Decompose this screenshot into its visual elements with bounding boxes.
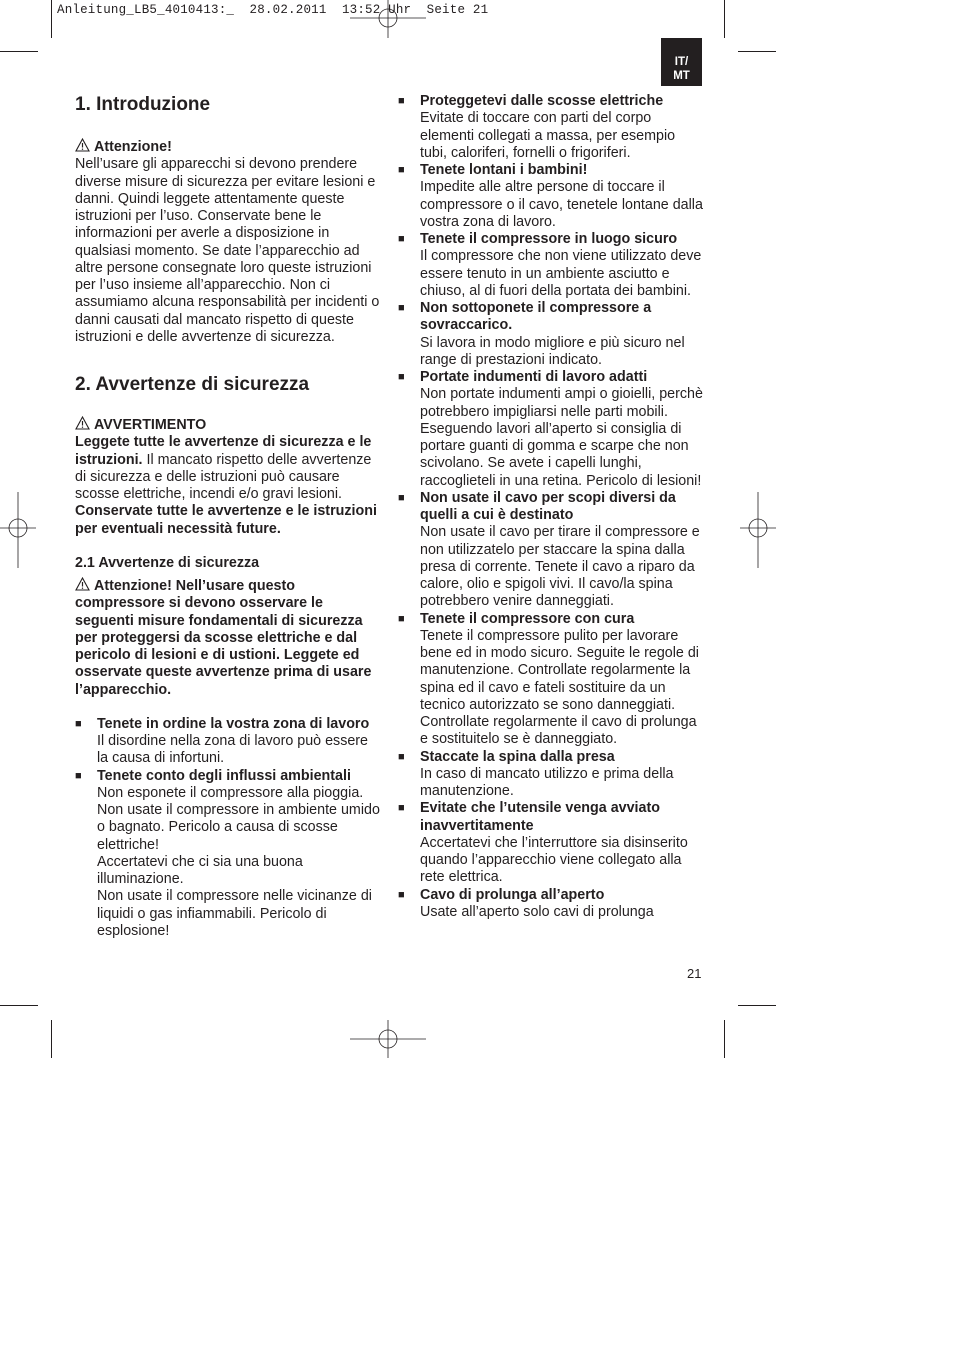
item-text: Evitate di toccare con parti del corpo elementi collegati a massa, per esempio tubi, caloriferi, fornelli o frigoriferi.: [420, 110, 676, 161]
safety-heading: 2. Avvertenze di sicurezza: [75, 374, 310, 395]
print-header: Anleitung_LB5_4010413:_ 28.02.2011 13:52 Uhr Seite 21: [57, 3, 489, 17]
item-text: Accertatevi che ci sia una buona illuminazione.: [97, 853, 303, 887]
registration-mark-top: [348, 0, 428, 40]
bullet-square-icon: ■: [398, 95, 405, 107]
bullet-square-icon: ■: [398, 888, 405, 901]
list-item: [398, 231, 706, 300]
registration-mark-right: [738, 490, 778, 570]
crop-mark: [0, 1005, 38, 1006]
crop-mark: [0, 51, 38, 52]
item-text: Impedite alle altre persone di toccare il compressore o il cavo, tenetele lontane dalla vostra zona di lavoro.: [420, 179, 703, 230]
safety-warning-text: Attenzione! Nell’usare questo compressore si devono osservare le seguenti misure fondamentali di sicurezza per proteggersi da scosse elettriche e dal pericolo di lesioni e di ustioni. Leggete ed osservate queste avvertenze prima di usare l’apparecchio.: [75, 578, 372, 698]
bullet-square-icon: ■: [398, 750, 405, 763]
item-title: Non sottoponete il compressore a sovraccarico.: [420, 300, 652, 334]
item-title: Staccate la spina dalla presa: [420, 748, 615, 765]
safety-intro-text: [75, 434, 381, 503]
page-number: 21: [687, 966, 702, 981]
crop-mark: [738, 1005, 776, 1006]
language-tab-line1: IT/: [674, 56, 689, 68]
crop-mark: [51, 1020, 52, 1058]
item-text: Non usate il compressore nelle vicinanze di liquidi o gas infiammabili. Pericolo di esplosione!: [97, 888, 372, 939]
crop-mark: [724, 1020, 725, 1058]
safety-subheading: 2.1 Avvertenze di sicurezza: [75, 554, 260, 571]
item-title: Tenete conto degli influssi ambientali: [97, 767, 351, 784]
list-item: [398, 490, 706, 611]
bullet-square-icon: ■: [398, 371, 405, 383]
crop-mark: [738, 51, 776, 52]
item-title: Tenete in ordine la vostra zona di lavoro: [97, 715, 370, 732]
list-item: [398, 300, 706, 369]
safety-warning-block: [75, 577, 381, 699]
list-item: [398, 162, 706, 231]
list-item: [398, 887, 706, 922]
item-title: Proteggetevi dalle scosse elettriche: [420, 93, 664, 109]
safety-bold-text: Leggete tutte le avvertenze di sicurezza e le istruzioni.: [75, 434, 372, 468]
intro-heading: 1. Introduzione: [75, 94, 211, 115]
language-tab-line2: MT: [673, 70, 690, 82]
item-text: Tenete il compressore pulito per lavorare bene ed in modo sicuro. Seguite le regole di manutenzione. Controllate regolarmente la spina ed il cavo e fateli sostituire da un tecnico autorizzato se sono danneggiati. Controllate regolarmente il cavo di prolunga e sostituitelo se è danneggiato.: [420, 627, 699, 748]
item-text: Il compressore che non viene utilizzato deve essere tenuto in un ambiente asciutto e chiuso, al di fuori della portata dei bambini.: [420, 248, 702, 299]
bullet-square-icon: ■: [398, 612, 405, 625]
safety-normal-text: Il mancato rispetto delle avvertenze di sicurezza e delle istruzioni può causare scosse elettriche, incendi e/o gravi lesioni.: [75, 451, 372, 502]
language-tab: [661, 38, 702, 86]
intro-warning-label: Attenzione!: [94, 139, 172, 155]
bullet-square-icon: ■: [75, 769, 82, 782]
item-text: Non usate il cavo per tirare il compressore e non utilizzatelo per staccare la spina dalla presa di corrente. Tenete il cavo a riparo da calore, olio e spigoli vivi. Il cavo/la spina potrebbero venire danneggiati.: [420, 524, 700, 610]
bullet-square-icon: ■: [398, 233, 405, 245]
crop-mark: [51, 0, 52, 38]
bullet-square-icon: ■: [398, 164, 405, 176]
safety-warning-label: AVVERTIMENTO: [94, 417, 207, 433]
warning-triangle-icon: [75, 577, 90, 591]
item-text: Non portate indumenti ampi o gioielli, perchè potrebbero impigliarsi nelle parti mobili. Eseguendo lavori all’aperto si consiglia di portare guanti di gomma e scarpe che non scivolano. Se avete i capelli lunghi, raccoglieteli in una retina. Pericolo di lesioni!: [420, 386, 703, 489]
item-text: In caso di mancato utilizzo e prima della manutenzione.: [420, 765, 674, 799]
right-column: [398, 93, 706, 921]
item-text: Il disordine nella zona di lavoro può essere la causa di infortuni.: [97, 733, 369, 767]
bullet-square-icon: ■: [398, 302, 405, 314]
item-text: Usate all’aperto solo cavi di prolunga: [420, 903, 654, 920]
list-item: [398, 800, 706, 886]
list-item: [398, 93, 706, 162]
left-column: [75, 93, 381, 940]
item-title: Evitate che l’utensile venga avviato inavvertitamente: [420, 800, 660, 834]
warning-triangle-icon: [75, 138, 90, 152]
list-item: [398, 369, 706, 490]
item-title: Tenete il compressore in luogo sicuro: [420, 231, 678, 247]
warning-triangle-icon: [75, 416, 90, 430]
bullet-square-icon: ■: [398, 802, 405, 815]
bullet-square-icon: ■: [398, 491, 405, 504]
item-title: Cavo di prolunga all’aperto: [420, 886, 605, 903]
list-item: [75, 716, 381, 768]
list-item: [398, 749, 706, 801]
item-text: Accertatevi che l’interruttore sia disinserito quando l’apparecchio viene collegato alla rete elettrica.: [420, 834, 688, 886]
safety-keep-instructions: Conservate tutte le avvertenze e le istruzioni per eventuali necessità future.: [75, 503, 377, 537]
item-title: Portate indumenti di lavoro adatti: [420, 369, 648, 385]
intro-text: Nell’usare gli apparecchi si devono prendere diverse misure di sicurezza per evitare lesioni e danni. Quindi leggete attentamente queste istruzioni per l’uso. Conservate bene le informazioni per averle a disposizione in qualsiasi momento. Se date l’apparecchio ad altre persone consegnate loro queste istruzioni per l’uso insieme all’apparecchio. Non ci assumiamo alcuna responsabilità per incidenti o danni causati dal mancato rispetto di queste istruzioni e delle avvertenze di sicurezza.: [75, 156, 380, 345]
registration-mark-left: [0, 490, 40, 570]
crop-mark: [724, 0, 725, 38]
safety-warning: [75, 416, 381, 434]
item-text: Si lavora in modo migliore e più sicuro nel range di prestazioni indicato.: [420, 334, 685, 368]
list-item: [75, 768, 381, 941]
intro-warning: [75, 138, 381, 156]
item-title: Non usate il cavo per scopi diversi da quelli a cui è destinato: [420, 489, 676, 523]
item-title: Tenete lontani i bambini!: [420, 162, 588, 178]
item-title: Tenete il compressore con cura: [420, 610, 635, 627]
bullet-square-icon: ■: [75, 717, 82, 730]
list-item: [398, 611, 706, 749]
registration-mark-bottom: [348, 1020, 428, 1060]
item-text: Non esponete il compressore alla pioggia. Non usate il compressore in ambiente umido o bagnato. Pericolo a causa di scosse elettriche!: [97, 784, 380, 853]
